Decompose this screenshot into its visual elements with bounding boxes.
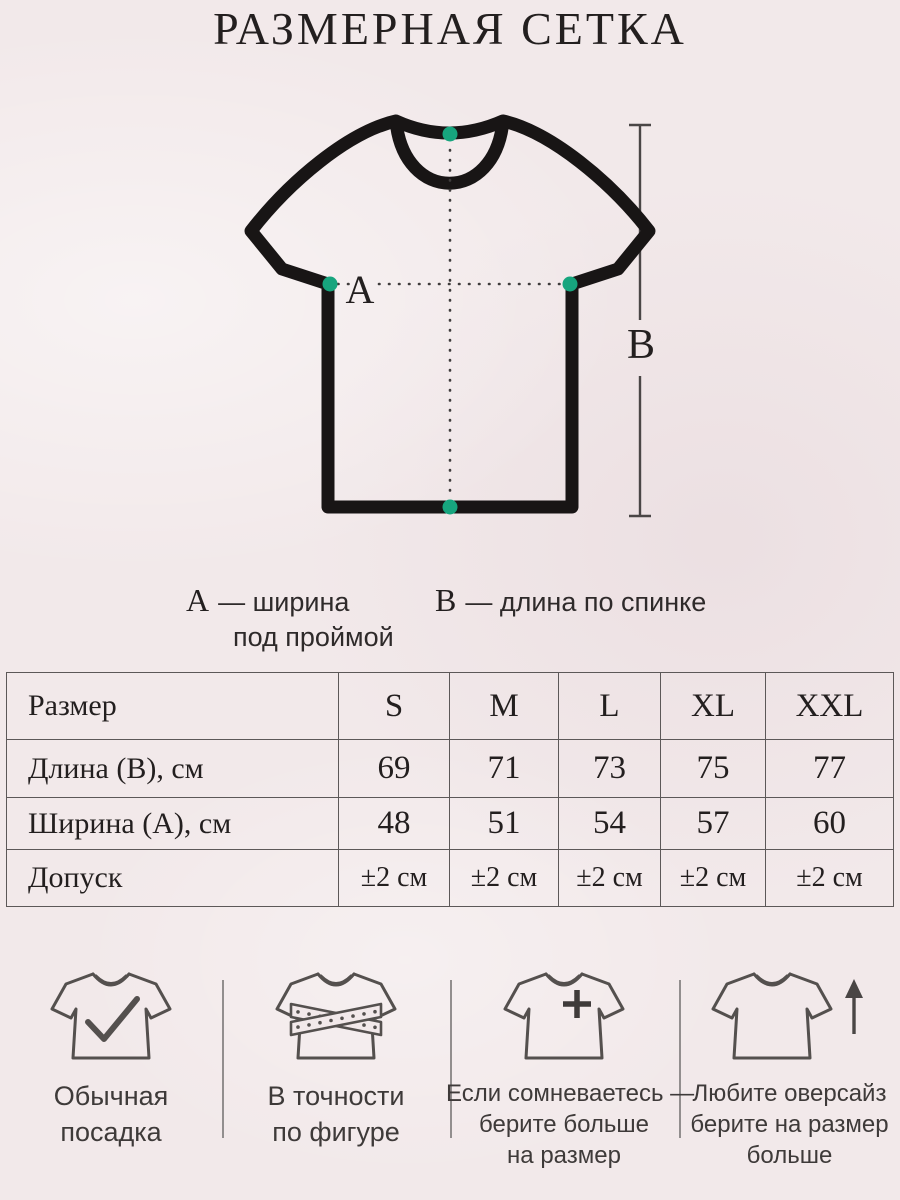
legend-width — [186, 582, 394, 653]
length-value-xxl: 77 — [766, 740, 893, 798]
page-title: РАЗМЕРНАЯ СЕТКА — [213, 3, 687, 54]
tolerance-value-m: ±2 см — [450, 850, 559, 906]
length-label: B — [626, 322, 656, 368]
legend-length — [435, 582, 706, 616]
measure-dotted-lines — [338, 150, 560, 497]
legend-width-text: — ширина — [218, 587, 350, 617]
row-label-tolerance: Допуск — [7, 850, 339, 906]
width-value-s: 48 — [339, 798, 450, 850]
size-col-header-m: M — [450, 673, 559, 740]
checkmark — [88, 999, 137, 1039]
row-label-length: Длина (B), см — [7, 740, 339, 798]
length-value-xl: 75 — [661, 740, 766, 798]
width-value-l: 54 — [559, 798, 661, 850]
tolerance-value-xl: ±2 см — [661, 850, 766, 906]
size-col-header-l: L — [559, 673, 661, 740]
length-value-l: 73 — [559, 740, 661, 798]
fit-caption-oversize: Любите оверсайз берите на размер больше — [690, 1080, 889, 1169]
row-label-width: Ширина (A), см — [7, 798, 339, 850]
size-table — [6, 672, 894, 907]
legend-width-text-2: под проймой — [233, 622, 394, 652]
tolerance-value-l: ±2 см — [559, 850, 661, 906]
size-col-header-xl: XL — [661, 673, 766, 740]
tolerance-value-xxl: ±2 см — [796, 862, 863, 893]
width-value-xl: 57 — [661, 798, 766, 850]
width-label: A — [345, 267, 375, 312]
size-col-header-xxl: XXL — [766, 673, 893, 740]
table-corner-label: Размер — [7, 673, 339, 740]
width-value-xxl: 60 — [766, 798, 893, 850]
tolerance-value-s: ±2 см — [339, 850, 450, 906]
up-arrow-head — [845, 979, 863, 998]
fit-caption-regular: Обычная посадка — [53, 1081, 169, 1147]
fit-caption-exact: В точности по фигуре — [267, 1081, 405, 1147]
size-col-header-s: S — [339, 673, 450, 740]
length-measure-line — [629, 125, 651, 516]
length-value-s: 69 — [339, 740, 450, 798]
plus-sign — [563, 990, 591, 1018]
tshirt-arrow-icon — [707, 966, 872, 1066]
tshirt-plus-icon — [499, 966, 629, 1066]
legend-length-text: — длина по спинке — [465, 587, 707, 617]
legend-length-letter: B — [435, 582, 457, 618]
fit-caption-size-up: Если сомневаетесь — берите больше на размер — [446, 1080, 695, 1169]
length-value-m: 71 — [450, 740, 559, 798]
width-value-m: 51 — [450, 798, 559, 850]
legend-width-letter: A — [186, 582, 210, 618]
tshirt-tape-icon — [271, 966, 401, 1066]
tshirt-check-icon — [46, 966, 176, 1066]
